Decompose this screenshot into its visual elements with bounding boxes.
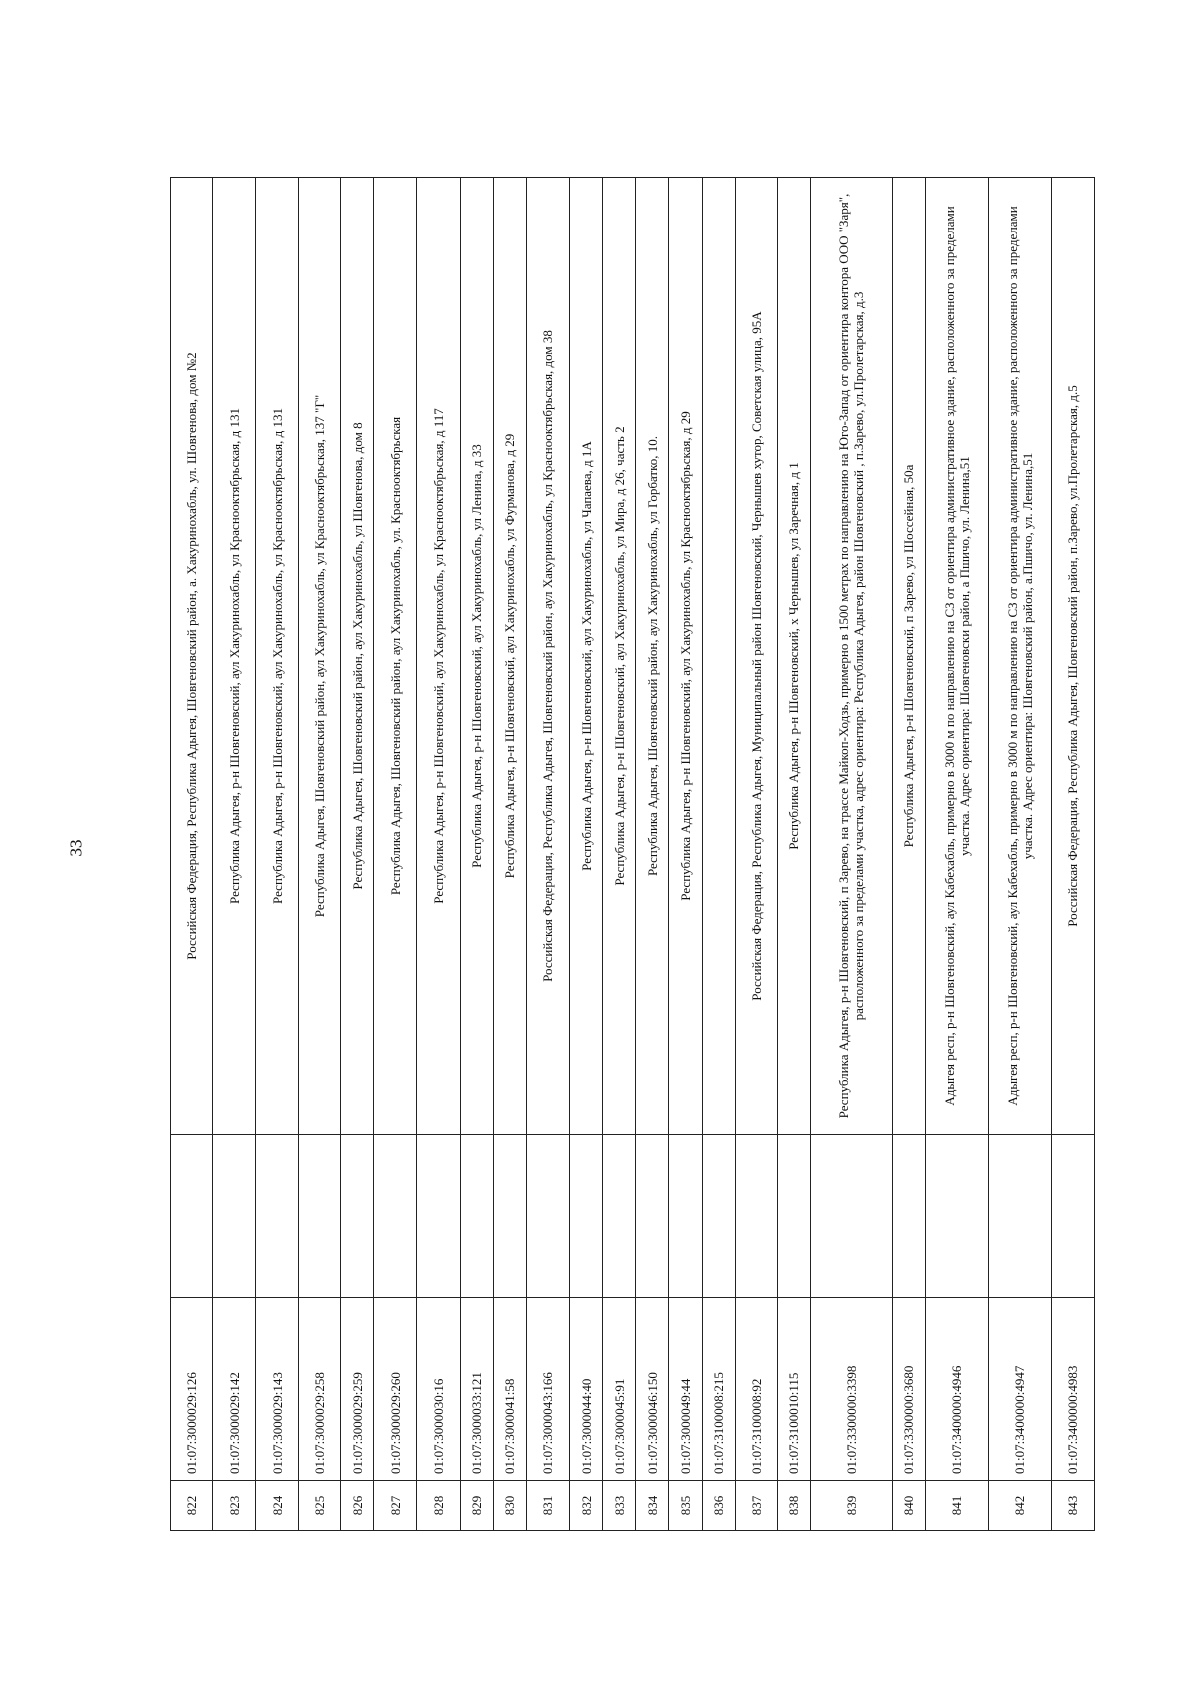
row-number-cell: 843 [1051, 1481, 1094, 1531]
cadastral-number-cell: 01:07:3000029:142 [213, 1298, 256, 1481]
empty-cell [460, 1135, 493, 1298]
table-row [417, 178, 460, 1531]
registry-table-body [171, 178, 1095, 1531]
empty-cell [417, 1135, 460, 1298]
address-cell: Республика Адыгея, р-н Шовгеновский, п Зарево, ул Шоссейная, 50а [892, 178, 925, 1135]
table-row [374, 178, 417, 1531]
row-number-cell: 833 [603, 1481, 636, 1531]
table-row [702, 178, 735, 1531]
table-row [669, 178, 702, 1531]
address-cell: Российская Федерация, Республика Адыгея, Шовгеновский район, а. Хакуринохабль, ул. Шовгенова, дом №2 [171, 178, 213, 1135]
address-cell: Республика Адыгея, р-н Шовгеновский, аул Хакуринохабль, ул Краснооктябрьская, д 131 [213, 178, 256, 1135]
cadastral-number-cell: 01:07:3300000:3680 [892, 1298, 925, 1481]
address-cell: Республика Адыгея, р-н Шовгеновский, п Зарево, на трассе Майкоп-Ходзь, примерно в 1500 метрах по направлению на Юго-Запад от ориентира контора ООО "Заря", расположенного за пределами участка, адрес ориентира: Республика Адыгея, район Шовгеновский , п.Зарево, ул.Пролетарская, д.3 [810, 178, 892, 1135]
table-row [526, 178, 569, 1531]
address-cell: Республика Адыгея, р-н Шовгеновский, аул Хакуринохабль, ул Краснооктябрьская, д 131 [256, 178, 299, 1135]
table-row [810, 178, 892, 1531]
empty-cell [299, 1135, 341, 1298]
address-cell: Республика Адыгея, р-н Шовгеновский, аул Хакуринохабль, ул Краснооктябрьская, д 29 [669, 178, 702, 1135]
address-cell: Республика Адыгея, Шовгеновский район, аул Хакуринохабль, ул Шовгенова, дом 8 [341, 178, 374, 1135]
cadastral-number-cell: 01:07:3400000:4983 [1051, 1298, 1094, 1481]
cadastral-number-cell: 01:07:3000049:44 [669, 1298, 702, 1481]
cadastral-number-cell: 01:07:3100008:92 [735, 1298, 777, 1481]
cadastral-number-cell: 01:07:3000033:121 [460, 1298, 493, 1481]
empty-cell [493, 1135, 526, 1298]
address-cell: Республика Адыгея, р-н Шовгеновский, аул Хакуринохабль, ул Мира, д 26, часть 2 [603, 178, 636, 1135]
empty-cell [988, 1135, 1051, 1298]
cadastral-number-cell: 01:07:3400000:4947 [988, 1298, 1051, 1481]
empty-cell [735, 1135, 777, 1298]
row-number-cell: 839 [810, 1481, 892, 1531]
cadastral-number-cell: 01:07:3000041:58 [493, 1298, 526, 1481]
empty-cell [603, 1135, 636, 1298]
address-cell: Республика Адыгея, Шовгеновский район, аул Хакуринохабль, ул. Краснооктябрьская [374, 178, 417, 1135]
cadastral-number-cell: 01:07:3100010:115 [777, 1298, 810, 1481]
table-row [493, 178, 526, 1531]
row-number-cell: 823 [213, 1481, 256, 1531]
row-number-cell: 837 [735, 1481, 777, 1531]
table-row [213, 178, 256, 1531]
row-number-cell: 832 [569, 1481, 602, 1531]
table-row [460, 178, 493, 1531]
address-cell: Республика Адыгея, р-н Шовгеновский, аул Хакуринохабль, ул Краснооктябрьская, д 117 [417, 178, 460, 1135]
row-number-cell: 826 [341, 1481, 374, 1531]
registry-table [170, 177, 1095, 1531]
address-cell: Адыгея респ, р-н Шовгеновский, аул Кабехабль, примерно в 3000 м по направлению на СЗ от ориентира административное здание, расположенного за пределами участка. Адрес ориентира: Шовгеновски район, а Пшичо, ул. Ленина,51 [925, 178, 988, 1135]
cadastral-number-cell: 01:07:3000043:166 [526, 1298, 569, 1481]
table-row [603, 178, 636, 1531]
row-number-cell: 825 [299, 1481, 341, 1531]
row-number-cell: 822 [171, 1481, 213, 1531]
empty-cell [810, 1135, 892, 1298]
row-number-cell: 828 [417, 1481, 460, 1531]
address-cell: Российская Федерация, Республика Адыгея, Шовгеновский район, аул Хакуринохабль, ул Краснооктябрьская, дом 38 [526, 178, 569, 1135]
empty-cell [636, 1135, 669, 1298]
cadastral-number-cell: 01:07:3400000:4946 [925, 1298, 988, 1481]
address-cell: Российская Федерация, Республика Адыгея, Шовгеновский район, п.Зарево, ул.Пролетарская, д.5 [1051, 178, 1094, 1135]
table-row [636, 178, 669, 1531]
address-cell: Республика Адыгея, Шовгеновский район, аул Хакуринохабль, ул Горбатко, 10. [636, 178, 669, 1135]
table-row [299, 178, 341, 1531]
empty-cell [256, 1135, 299, 1298]
table-row [988, 178, 1051, 1531]
address-cell: Республика Адыгея, р-н Шовгеновский, аул Хакуринохабль, ул Ленина, д 33 [460, 178, 493, 1135]
empty-cell [526, 1135, 569, 1298]
cadastral-number-cell: 01:07:3000030:16 [417, 1298, 460, 1481]
table-row [341, 178, 374, 1531]
table-row [569, 178, 602, 1531]
cadastral-number-cell: 01:07:3100008:215 [702, 1298, 735, 1481]
cadastral-number-cell: 01:07:3000029:126 [171, 1298, 213, 1481]
row-number-cell: 835 [669, 1481, 702, 1531]
address-cell: Республика Адыгея, р-н Шовгеновский, аул Хакуринохабль, ул Чапаева, д 1А [569, 178, 602, 1135]
cadastral-number-cell: 01:07:3000046:150 [636, 1298, 669, 1481]
cadastral-number-cell: 01:07:3000045:91 [603, 1298, 636, 1481]
address-cell: Республика Адыгея, р-н Шовгеновский, х Чернышев, ул Заречная, д 1 [777, 178, 810, 1135]
cadastral-number-cell: 01:07:3000029:258 [299, 1298, 341, 1481]
address-cell: Адыгея респ, р-н Шовгеновский, аул Кабехабль, примерно в 3000 м по направлению на СЗ от ориентира административное здание, расположенного за пределами участка. Адрес ориентира: Шовгеновский район, а.Пшичо, ул. Ленина,51 [988, 178, 1051, 1135]
cadastral-number-cell: 01:07:3000029:259 [341, 1298, 374, 1481]
address-cell: Республика Адыгея, р-н Шовгеновский, аул Хакуринохабль, ул Фурманова, д 29 [493, 178, 526, 1135]
cadastral-number-cell: 01:07:3000029:143 [256, 1298, 299, 1481]
row-number-cell: 842 [988, 1481, 1051, 1531]
empty-cell [374, 1135, 417, 1298]
cadastral-number-cell: 01:07:3000044:40 [569, 1298, 602, 1481]
registry-table-frame [170, 178, 1095, 1531]
empty-cell [702, 1135, 735, 1298]
row-number-cell: 831 [526, 1481, 569, 1531]
table-row [777, 178, 810, 1531]
table-row [1051, 178, 1094, 1531]
table-row [925, 178, 988, 1531]
row-number-cell: 824 [256, 1481, 299, 1531]
table-row [171, 178, 213, 1531]
empty-cell [341, 1135, 374, 1298]
table-row [735, 178, 777, 1531]
cadastral-number-cell: 01:07:3000029:260 [374, 1298, 417, 1481]
address-cell: Российская Федерация, Республика Адыгея, Муниципальный район Шовгеновский, Чернышев хутор, Советская улица, 95А [735, 178, 777, 1135]
row-number-cell: 834 [636, 1481, 669, 1531]
row-number-cell: 829 [460, 1481, 493, 1531]
empty-cell [171, 1135, 213, 1298]
empty-cell [1051, 1135, 1094, 1298]
cadastral-number-cell: 01:07:3300000:3398 [810, 1298, 892, 1481]
empty-cell [569, 1135, 602, 1298]
empty-cell [213, 1135, 256, 1298]
page-number: 33 [66, 839, 86, 857]
table-row [892, 178, 925, 1531]
empty-cell [669, 1135, 702, 1298]
row-number-cell: 827 [374, 1481, 417, 1531]
row-number-cell: 840 [892, 1481, 925, 1531]
row-number-cell: 841 [925, 1481, 988, 1531]
table-row [256, 178, 299, 1531]
row-number-cell: 838 [777, 1481, 810, 1531]
row-number-cell: 836 [702, 1481, 735, 1531]
address-cell: Республика Адыгея, Шовгеновский район, аул Хакуринохабль, ул Краснооктябрьская, 137 "Г" [299, 178, 341, 1135]
address-cell [702, 178, 735, 1135]
row-number-cell: 830 [493, 1481, 526, 1531]
empty-cell [925, 1135, 988, 1298]
empty-cell [777, 1135, 810, 1298]
empty-cell [892, 1135, 925, 1298]
